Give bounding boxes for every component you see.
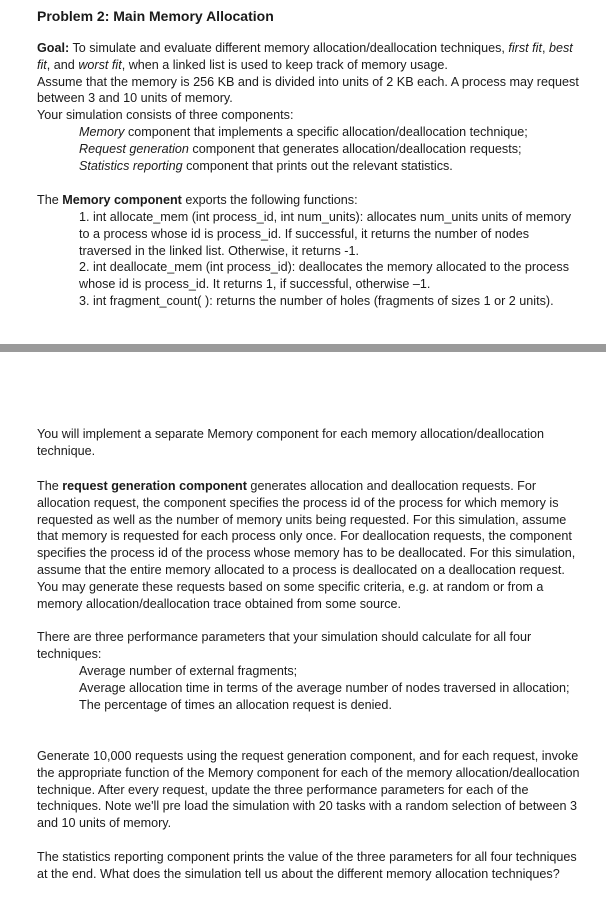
performance-item: Average allocation time in terms of the average number of nodes traversed in allocation; <box>79 680 570 695</box>
components-list <box>79 124 584 174</box>
performance-list <box>79 663 579 713</box>
function-item: 1. int allocate_mem (int process_id, int num_units): allocates num_units units of memory to a process whose id is process_id. If successful, it returns the number of nodes traversed in the linked list. Otherwise, it returns -1. <box>79 210 572 258</box>
function-item: 2. int deallocate_mem (int process_id): deallocates the memory allocated to the process whose id is process_id. It returns 1, if successful, otherwise –1. <box>79 260 570 292</box>
problem-title: Problem 2: Main Memory Allocation <box>37 8 274 24</box>
goal-text-2: , when a linked list is used to keep track of memory usage. <box>121 57 448 72</box>
assume-text: Assume that the memory is 256 KB and is divided into units of 2 KB each. A process may request between 3 and 10 units of memory. <box>37 74 579 106</box>
statistics-paragraph: The statistics reporting component prints the value of the three parameters for all four techniques at the end. What does the simulation tell us about the different memory allocation techniques? <box>37 850 577 881</box>
goal-label: Goal: <box>37 41 70 55</box>
page-bottom <box>0 352 606 909</box>
implement-paragraph: You will implement a separate Memory component for each memory allocation/deallocation technique. <box>37 427 545 458</box>
performance-item: The percentage of times an allocation request is denied. <box>79 697 392 712</box>
best-fit: best fit <box>37 41 573 72</box>
goal-comma: , <box>541 41 546 55</box>
performance-intro: There are three performance parameters that your simulation should calculate for all four techniques: <box>37 630 532 661</box>
worst-fit: worst fit <box>78 57 122 72</box>
function-item: 3. int fragment_count( ): returns the number of holes (fragments of sizes 1 or 2 units). <box>79 293 554 308</box>
components-intro: Your simulation consists of three components: <box>37 108 294 123</box>
performance-item: Average number of external fragments; <box>79 664 298 678</box>
component-item: Statistics reporting component that prints out the relevant statistics. <box>79 158 453 173</box>
memory-component-heading: The Memory component exports the following functions: <box>37 193 358 207</box>
goal-paragraph <box>37 40 585 124</box>
goal-text-1: To simulate and evaluate different memory allocation/deallocation techniques, <box>69 41 509 55</box>
component-item: Request generation component that generates allocation/deallocation requests; <box>79 141 522 156</box>
page-top <box>0 0 606 344</box>
goal-and: , and <box>46 57 79 72</box>
generate-paragraph: Generate 10,000 requests using the request generation component, and for each request, invoke the appropriate function of the Memory component for each of the memory allocation/deallocation technique. After every request, update the three performance parameters for each of the techniques. Note we'll pre load the simulation with 20 tasks with a random selection of between 3 and 10 units of memory. <box>37 749 580 831</box>
request-generation-paragraph: The request generation component generates allocation and deallocation requests. For allocation request, the component specifies the process id of the process for which memory is requested as well as the number of memory units being requested. For this simulation, assume that memory is requested for each process only once. For deallocation requests, the component specifies the process id of the process whose memory has to be deallocated. For this simulation, assume that the entire memory allocated to a process is deallocated on a deallocation request. You may generate these requests based on some specific criteria, e.g. at random or from a memory allocation/deallocation trace obtained from some source. <box>37 479 576 611</box>
page-separator <box>0 344 606 352</box>
component-item: Memory component that implements a specific allocation/deallocation technique; <box>79 125 528 139</box>
functions-list <box>79 209 579 310</box>
first-fit: first fit <box>508 41 542 55</box>
